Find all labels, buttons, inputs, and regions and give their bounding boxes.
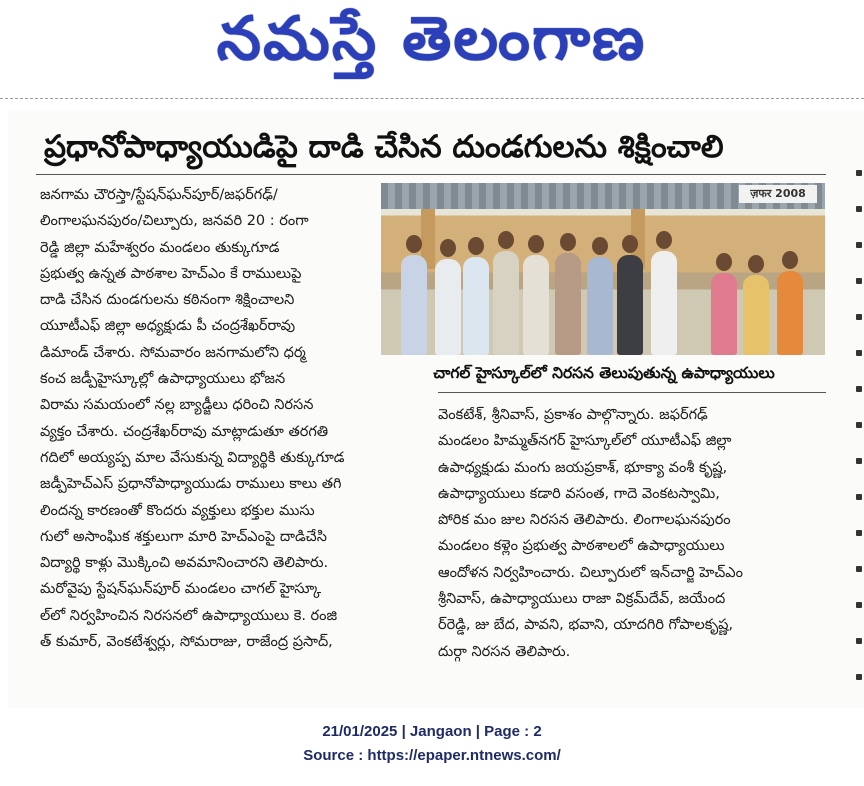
body-line: మండలం హిమ్మత్‌నగర్ హైస్కూల్‌లో యూటీఎఫ్ జిల్లా bbox=[438, 433, 732, 450]
body-line: వ్యక్తం చేశారు. చంద్రశేఖర్‌రావు మాట్లాడుతూ తరగతి bbox=[40, 423, 329, 440]
body-line: ప్రభుత్వ ఉన్నత పాఠశాల హెచ్‌ఎం కే రాములుపై bbox=[40, 265, 302, 282]
body-line: జనగామ చౌరస్తా/స్టేషన్‌ఘన్‌పూర్/జఫర్‌గఢ్/ bbox=[40, 187, 278, 203]
person-figure bbox=[617, 255, 643, 355]
body-line: ఉపాధ్యక్షుడు మంగు జయప్రకాశ్, భూక్యా వంశీ కృష్ణ, bbox=[438, 459, 728, 476]
person-figure bbox=[711, 273, 737, 355]
article-right-column bbox=[438, 402, 823, 665]
photo-sign: ज़फर 2008 bbox=[739, 185, 817, 203]
body-line: ల్‌లో నిర్వహించిన నిరసనలో ఉపాధ్యాయులు కె. రంజి bbox=[40, 607, 338, 624]
body-line: విరామ సమయంలో నల్ల బ్యాడ్జీలు ధరించి నిరసన bbox=[40, 397, 314, 414]
adjacent-column-fragment bbox=[856, 170, 864, 708]
person-figure bbox=[651, 251, 677, 355]
person-figure bbox=[587, 257, 613, 355]
body-line: పోరిక మం జుల నిరసన తెలిపారు. లింగాలఘనపురం bbox=[438, 512, 731, 529]
source-link[interactable]: Source : https://epaper.ntnews.com/ bbox=[303, 747, 561, 764]
body-line: జడ్పీహెచ్‌ఎస్ ప్రధానోపాధ్యాయుడు రాములు కాలు తగి bbox=[40, 476, 342, 493]
body-line: మండలం కళ్లెం ప్రభుత్వ పాఠశాలలో ఉపాధ్యాయులు bbox=[438, 538, 725, 555]
page-footer bbox=[0, 720, 864, 770]
person-figure bbox=[463, 257, 489, 355]
person-figure bbox=[401, 255, 427, 355]
headline-rule bbox=[36, 174, 826, 175]
protest-photo bbox=[381, 183, 825, 355]
body-line: యూటీఎఫ్ జిల్లా అధ్యక్షుడు పీ చంద్రశేఖర్‌రావు bbox=[40, 318, 296, 335]
article-headline: ప్రధానోపాధ్యాయుడిపై దాడి చేసిన దుండగులను శిక్షించాలి bbox=[44, 129, 724, 165]
body-line: శ్రీనివాస్, ఉపాధ్యాయులు రాజా విక్రమ్‌దేవ్, జయేంద bbox=[438, 591, 726, 608]
body-line: గదిలో అయ్యప్ప మాల వేసుకున్న విద్యార్థికి తుక్కుగూడ bbox=[40, 449, 345, 466]
body-line: గులో అసాంఘిక శక్తులుగా మారి హెచ్‌ఎంపై దాడిచేసి bbox=[40, 528, 327, 545]
masthead-title: నమస్తే తెలంగాణ bbox=[217, 4, 647, 74]
masthead-logo bbox=[0, 0, 864, 92]
person-figure bbox=[435, 259, 461, 355]
body-line: లిందన్న కారణంతో కొందరు వ్యక్తులు భక్తుల ముసు bbox=[40, 502, 315, 519]
body-line: కంచ జడ్పీహైస్కూల్లో ఉపాధ్యాయులు భోజన bbox=[40, 371, 286, 388]
edition-info: 21/01/2025 | Jangaon | Page : 2 bbox=[322, 723, 542, 740]
person-figure bbox=[555, 253, 581, 355]
person-figure bbox=[493, 251, 519, 355]
person-figure bbox=[523, 255, 549, 355]
person-figure bbox=[743, 275, 769, 355]
body-line: లింగాలఘనపురం/చిల్పూరు, జనవరి 20 : రంగా bbox=[40, 213, 309, 230]
body-line: రెడ్డి జిల్లా మహేశ్వరం మండలం తుక్కుగూడ bbox=[40, 239, 280, 256]
caption-rule bbox=[438, 392, 826, 393]
body-line: దుర్గా నిరసన తెలిపారు. bbox=[438, 643, 571, 660]
body-line: ఆందోళన నిర్వహించారు. చిల్పూరులో ఇన్‌చార్జి హెచ్‌ఎం bbox=[438, 564, 743, 581]
news-clipping bbox=[8, 110, 864, 708]
body-line: విద్యార్థి కాళ్లు మొక్కించి అవమానించారని తెలిపారు. bbox=[40, 555, 329, 572]
masthead-divider bbox=[0, 98, 864, 99]
person-figure bbox=[777, 271, 803, 355]
body-line: త్ కుమార్, వెంకటేశ్వర్లు, సోమరాజు, రాజేంద్ర ప్రసాద్, bbox=[40, 634, 333, 651]
body-line: ర్‌రెడ్డి, జు బేద, పావని, భవాని, యాదగిరి గోపాలకృష్ణ, bbox=[438, 617, 734, 634]
body-line: ఉపాధ్యాయులు కడారి వసంత, గాదె వెంకటస్వామి, bbox=[438, 485, 720, 502]
body-line: వెంకటేశ్, శ్రీనివాస్, ప్రకాశం పాల్గొన్నారు. జఫర్‌గఢ్ bbox=[438, 407, 708, 423]
body-line: మరోవైపు స్టేషన్‌ఘన్‌పూర్ మండలం చాగల్ హైస్కూ bbox=[40, 581, 322, 598]
article-left-column bbox=[40, 182, 425, 655]
photo-caption: చాగల్ హైస్కూల్‌లో నిరసన తెలుపుతున్న ఉపాధ్యాయులు bbox=[433, 364, 775, 382]
body-line: దాడి చేసిన దుండగులను కఠినంగా శిక్షించాలని bbox=[40, 292, 295, 309]
body-line: డిమాండ్ చేశారు. సోమవారం జనగామలోని ధర్మ bbox=[40, 344, 306, 361]
